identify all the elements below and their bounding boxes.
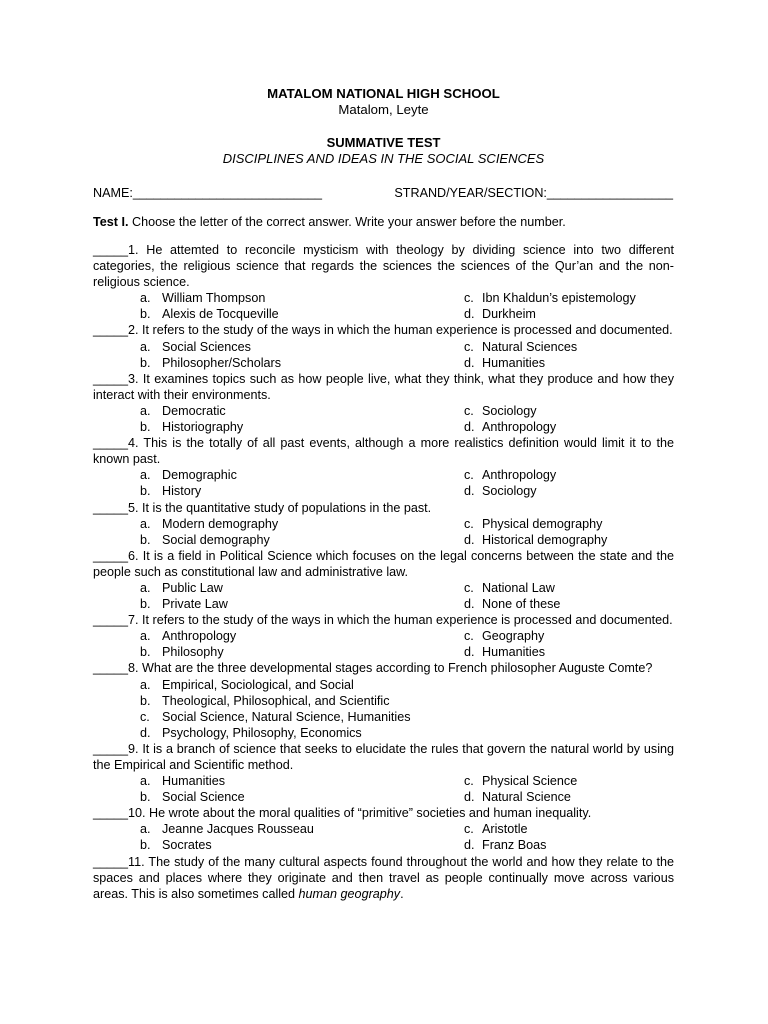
answer-option (93, 290, 464, 306)
answer-options (93, 290, 674, 322)
option-text: Humanities (482, 645, 545, 660)
option-text: Physical Science (482, 774, 578, 789)
option-letter: d. (464, 420, 475, 435)
option-letter: c. (464, 403, 474, 418)
option-text: Humanities (482, 355, 545, 370)
option-text: Psychology, Philosophy, Economics (162, 725, 362, 740)
answer-option (464, 789, 674, 805)
school-name: MATALOM NATIONAL HIGH SCHOOL (267, 86, 500, 101)
answer-option (464, 837, 674, 853)
question-text-part: . (400, 886, 404, 901)
option-text: History (162, 484, 202, 499)
option-letter: d. (464, 532, 475, 547)
option-text: Private Law (162, 597, 228, 612)
answer-option (464, 596, 674, 612)
option-text: Philosophy (162, 645, 224, 660)
answer-option (93, 644, 464, 660)
question-text: _____2. It refers to the study of the ways in which the human experience is processed and documented. (93, 323, 673, 338)
option-text: Socrates (162, 838, 212, 853)
option-letter: c. (464, 339, 474, 354)
option-letter: a. (140, 403, 151, 418)
option-letter: c. (464, 291, 474, 306)
question-text (93, 854, 674, 902)
answer-option (464, 532, 674, 548)
question-item (93, 322, 674, 370)
option-text: Natural Sciences (482, 339, 578, 354)
option-text: Social demography (162, 532, 270, 547)
question-item (93, 500, 674, 548)
answer-option (93, 516, 464, 532)
answer-options (93, 403, 674, 435)
question-text: _____10. He wrote about the moral qualities of “primitive” societies and human inequality. (93, 806, 592, 821)
option-text: Social Sciences (162, 339, 251, 354)
option-letter: a. (140, 468, 151, 483)
option-letter: d. (464, 838, 475, 853)
question-item (93, 242, 674, 322)
option-letter: c. (464, 468, 474, 483)
option-letter: b. (140, 645, 151, 660)
answer-options (93, 628, 674, 660)
option-text: Modern demography (162, 516, 279, 531)
option-letter: a. (140, 629, 151, 644)
option-text: Anthropology (482, 468, 557, 483)
answer-option (464, 306, 674, 322)
option-letter: b. (140, 420, 151, 435)
answer-option (93, 725, 674, 741)
option-letter: a. (140, 822, 151, 837)
answer-option (93, 355, 464, 371)
option-text: Democratic (162, 403, 226, 418)
option-letter: a. (140, 774, 151, 789)
option-text: Physical demography (482, 516, 603, 531)
option-letter: c. (464, 822, 474, 837)
option-letter: b. (140, 838, 151, 853)
answer-options (93, 821, 674, 853)
option-text: Durkheim (482, 307, 536, 322)
option-letter: a. (140, 339, 151, 354)
answer-option (464, 483, 674, 499)
option-letter: b. (140, 790, 151, 805)
question-text-part: _____11. The study of the many cultural aspects found throughout the world and how they relate to the spaces and places where they originate and then travel as people continually move across various areas. This is also sometimes called (93, 854, 674, 901)
question-text: _____3. It examines topics such as how people live, what they think, what they produce and how they interact with their environments. (93, 371, 674, 402)
question-item (93, 435, 674, 499)
question-list (93, 242, 674, 902)
answer-option (464, 821, 674, 837)
question-text: _____1. He attemted to reconcile mysticism with theology by dividing science into two different categories, the religious science that regards the sciences the sciences of the Qur’an and the non-religious science. (93, 243, 674, 290)
strand-field[interactable]: STRAND/YEAR/SECTION:__________________ (394, 186, 673, 200)
answer-option (93, 709, 674, 725)
question-text: _____7. It refers to the study of the ways in which the human experience is processed and documented. (93, 613, 673, 628)
option-text: Geography (482, 629, 545, 644)
answer-option (464, 628, 674, 644)
answer-option (464, 403, 674, 419)
question-item (93, 805, 674, 853)
answer-option (464, 419, 674, 435)
answer-option (464, 467, 674, 483)
option-text: Sociology (482, 484, 537, 499)
subject-title: DISCIPLINES AND IDEAS IN THE SOCIAL SCIENCES (222, 151, 545, 166)
answer-option (464, 644, 674, 660)
answer-option (93, 677, 674, 693)
option-text: Philosopher/Scholars (162, 355, 282, 370)
instructions-text: Choose the letter of the correct answer. Write your answer before the number. (128, 215, 566, 229)
option-letter: c. (140, 709, 150, 724)
answer-option (464, 516, 674, 532)
option-text: Humanities (162, 774, 225, 789)
option-letter: c. (464, 580, 474, 595)
question-text: _____5. It is the quantitative study of populations in the past. (93, 500, 432, 515)
option-text: Ibn Khaldun’s epistemology (482, 291, 636, 306)
option-text: Demographic (162, 468, 237, 483)
option-text: Anthropology (162, 629, 237, 644)
instructions-label: Test I. (93, 215, 129, 229)
option-letter: d. (140, 725, 151, 740)
option-text: None of these (482, 597, 561, 612)
answer-option (93, 837, 464, 853)
question-text: _____9. It is a branch of science that seeks to elucidate the rules that govern the natural world by using the Empirical and Scientific method. (93, 741, 674, 772)
option-text: Aristotle (482, 822, 528, 837)
option-text: Social Science, Natural Science, Humanities (162, 709, 411, 724)
question-item (93, 371, 674, 435)
option-text: Empirical, Sociological, and Social (162, 677, 354, 692)
option-letter: a. (140, 677, 151, 692)
option-text: William Thompson (162, 291, 266, 306)
answer-option (93, 403, 464, 419)
test-page (93, 86, 674, 902)
question-item (93, 612, 674, 660)
option-letter: d. (464, 597, 475, 612)
question-item (93, 548, 674, 612)
name-field[interactable]: NAME:___________________________ (93, 186, 322, 200)
answer-option (93, 339, 464, 355)
option-letter: b. (140, 484, 151, 499)
option-letter: b. (140, 307, 151, 322)
answer-option (464, 773, 674, 789)
question-text: _____8. What are the three developmental stages according to French philosopher Auguste Comte? (93, 661, 653, 676)
option-text: Franz Boas (482, 838, 547, 853)
option-letter: d. (464, 790, 475, 805)
test-title: SUMMATIVE TEST (326, 135, 441, 150)
option-text: Historical demography (482, 532, 608, 547)
option-text: Jeanne Jacques Rousseau (162, 822, 314, 837)
answer-option (464, 339, 674, 355)
answer-option (93, 628, 464, 644)
question-text: _____4. This is the totally of all past events, although a more realistics definition would limit it to the known past. (93, 436, 674, 467)
option-text: National Law (482, 580, 555, 595)
question-item (93, 741, 674, 805)
answer-option (464, 580, 674, 596)
option-letter: b. (140, 355, 151, 370)
option-text: Anthropology (482, 420, 557, 435)
student-info-row (93, 185, 674, 201)
answer-options (93, 516, 674, 548)
answer-options (93, 339, 674, 371)
option-letter: b. (140, 597, 151, 612)
option-text: Historiography (162, 420, 244, 435)
question-text: _____6. It is a field in Political Science which focuses on the legal concerns between the state and the people such as constitutional law and administrative law. (93, 548, 674, 579)
question-item (93, 854, 674, 902)
emphasis-term: human geography (298, 886, 401, 901)
answer-option (93, 580, 464, 596)
option-letter: b. (140, 532, 151, 547)
instructions (93, 214, 674, 230)
question-item (93, 660, 674, 740)
answer-option (93, 419, 464, 435)
option-letter: c. (464, 774, 474, 789)
option-letter: d. (464, 484, 475, 499)
answer-options (93, 467, 674, 499)
answer-option (93, 596, 464, 612)
option-letter: a. (140, 291, 151, 306)
answer-option (93, 789, 464, 805)
option-letter: c. (464, 629, 474, 644)
answer-option (93, 693, 674, 709)
answer-option (93, 532, 464, 548)
option-letter: a. (140, 516, 151, 531)
option-letter: d. (464, 307, 475, 322)
option-text: Alexis de Tocqueville (162, 307, 279, 322)
option-text: Natural Science (482, 790, 571, 805)
answer-options (93, 773, 674, 805)
option-text: Social Science (162, 790, 245, 805)
option-letter: d. (464, 355, 475, 370)
answer-option (464, 355, 674, 371)
option-text: Theological, Philosophical, and Scientific (162, 693, 390, 708)
option-text: Sociology (482, 403, 537, 418)
option-text: Public Law (162, 580, 223, 595)
answer-option (93, 773, 464, 789)
answer-option (93, 821, 464, 837)
option-letter: c. (464, 516, 474, 531)
school-location: Matalom, Leyte (338, 102, 429, 117)
option-letter: b. (140, 693, 151, 708)
option-letter: d. (464, 645, 475, 660)
answer-option (93, 483, 464, 499)
option-letter: a. (140, 580, 151, 595)
answer-option (93, 306, 464, 322)
answer-option (93, 467, 464, 483)
answer-options (93, 580, 674, 612)
answer-option (464, 290, 674, 306)
